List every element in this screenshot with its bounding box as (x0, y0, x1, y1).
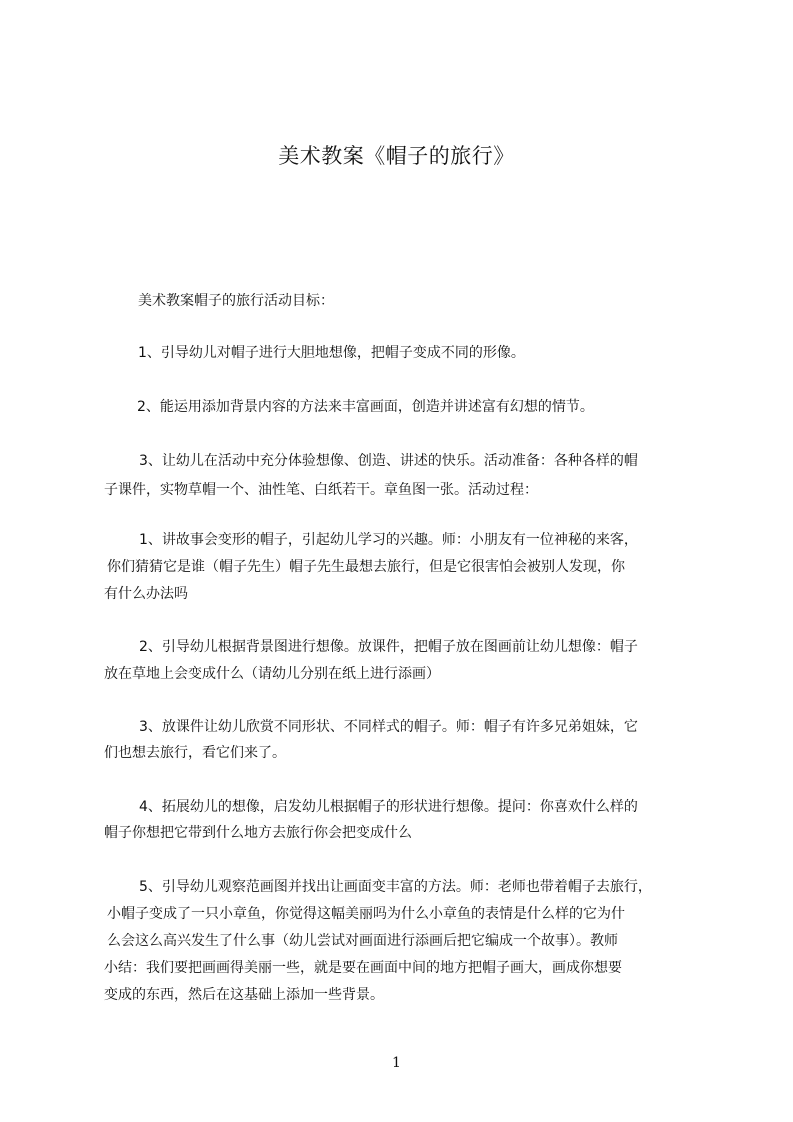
body-line: 有什么办法吗 (104, 586, 188, 602)
body-line: 3、让幼儿在活动中充分体验想像、创造、讲述的快乐。活动准备：各种各样的帽 (139, 453, 638, 469)
body-line: 4、拓展幼儿的想像，启发幼儿根据帽子的形状进行想像。提问：你喜欢什么样的 (139, 799, 638, 815)
body-line: 美术教案帽子的旅行活动目标： (138, 293, 334, 309)
body-line: 们也想去旅行，看它们来了。 (104, 745, 286, 761)
body-line: 1、引导幼儿对帽子进行大胆地想像，把帽子变成不同的形像。 (138, 345, 525, 361)
body-line: 1、讲故事会变形的帽子，引起幼儿学习的兴趣。师：小朋友有一位神秘的来客， (139, 532, 638, 548)
body-line: 2、引导幼儿根据背景图进行想像。放课件，把帽子放在图画前让幼儿想像：帽子 (139, 639, 638, 655)
body-line: 放在草地上会变成什么（请幼儿分别在纸上进行添画） (104, 666, 440, 682)
body-line: 么会这么高兴发生了什么事（幼儿尝试对画面进行添画后把它编成一个故事）。教师 (107, 933, 618, 949)
body-line: 小结：我们要把画画得美丽一些，就是要在画面中间的地方把帽子画大，画成你想要 (104, 960, 622, 976)
body-line: 帽子你想把它带到什么地方去旅行你会把变成什么 (104, 825, 412, 841)
body-line: 2、能运用添加背景内容的方法来丰富画面，创造并讲述富有幻想的情节。 (137, 399, 594, 415)
body-line: 子课件，实物草帽一个、油性笔、白纸若干。章鱼图一张。活动过程： (104, 482, 538, 498)
body-line: 你们猜猜它是谁（帽子先生）帽子先生最想去旅行，但是它很害怕会被别人发现，你 (107, 559, 625, 575)
page-number: 1 (392, 1055, 401, 1071)
body-line: 3、放课件让幼儿欣赏不同形状、不同样式的帽子。师：帽子有许多兄弟姐妹，它 (139, 719, 638, 735)
body-line: 变成的东西，然后在这基础上添加一些背景。 (104, 987, 384, 1003)
document-title: 美术教案《帽子的旅行》 (278, 144, 515, 168)
body-line: 小帽子变成了一只小章鱼，你觉得这幅美丽吗为什么小章鱼的表情是什么样的它为什 (107, 906, 625, 922)
body-line: 5、引导幼儿观察范画图并找出让画面变丰富的方法。师：老师也带着帽子去旅行， (139, 879, 652, 895)
